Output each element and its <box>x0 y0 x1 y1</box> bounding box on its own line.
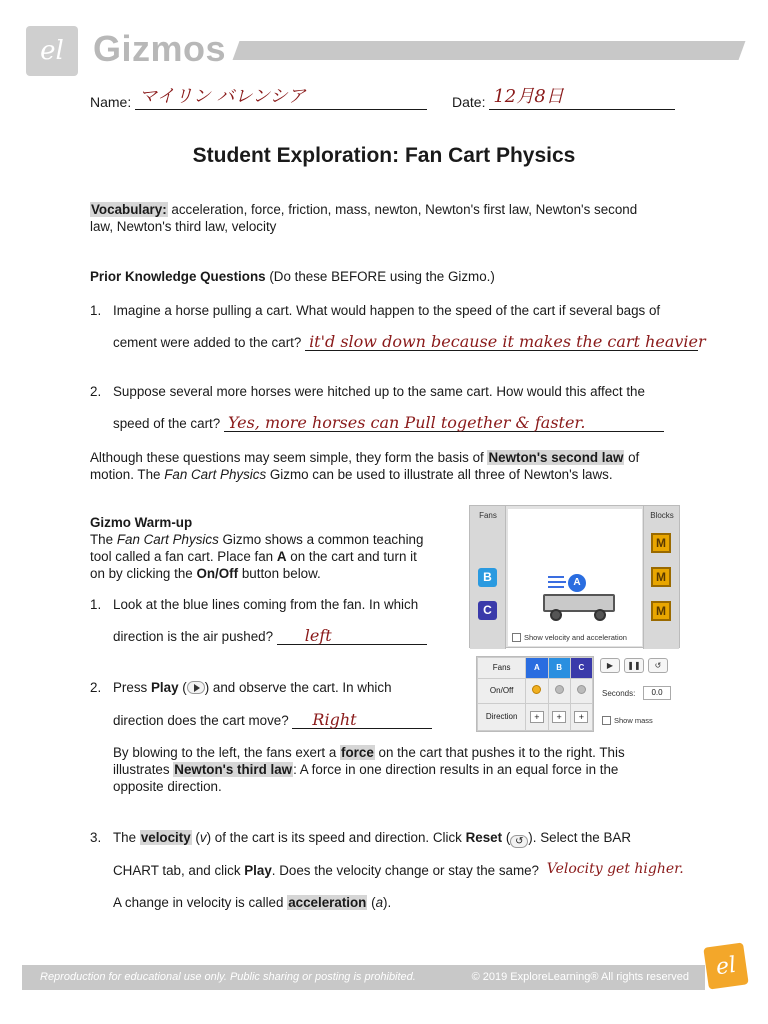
seconds-label: Seconds: <box>602 689 636 698</box>
onoff-a-button[interactable] <box>532 685 541 694</box>
summary-text: motion. The <box>90 467 161 482</box>
name-field[interactable] <box>135 86 427 110</box>
pause-button[interactable]: ❚❚ <box>624 658 644 673</box>
date-value: 12月8日 <box>493 86 564 107</box>
footer-copyright: © 2019 ExploreLearning® All rights reserved <box>471 971 689 983</box>
air-line-icon <box>548 576 564 578</box>
question-text: ). Select the BAR <box>528 830 632 845</box>
warmup-question-3-line2 <box>113 861 684 879</box>
direction-a-button[interactable]: + <box>530 711 544 723</box>
vocabulary-text: acceleration, force, friction, mass, newton, Newton's first law, Newton's second <box>171 202 638 217</box>
newtons-third-law-term: Newton's third law <box>174 762 293 777</box>
fan-control-panel <box>476 656 594 732</box>
footer-bar <box>22 965 705 990</box>
footer-logo: el <box>703 942 748 989</box>
cart-wheel-icon <box>594 609 606 621</box>
definition-text: A change in velocity is called <box>113 895 284 910</box>
gizmo-name: Fan Cart Physics <box>116 532 219 547</box>
name-label: Name: <box>90 94 132 110</box>
question-text: Press <box>113 680 148 695</box>
warmup-question-1 <box>90 596 418 613</box>
gizmo-name: Fan Cart Physics <box>164 467 267 482</box>
show-velocity-toggle[interactable] <box>512 633 627 642</box>
warmup-question-2 <box>90 679 392 696</box>
playback-panel <box>598 656 672 732</box>
gizmos-brand: Gizmos <box>93 28 227 69</box>
intro-text: on the cart and turn it <box>290 549 417 564</box>
explorelearning-logo: el <box>26 26 78 76</box>
definition-text: ( <box>371 895 376 910</box>
question-text: Suppose several more horses were hitched up to the same cart. How would this affect the <box>113 384 645 399</box>
date-row <box>452 86 675 110</box>
question-text: . Does the velocity change or stay the same? <box>271 863 540 878</box>
question-text: ) and observe the cart. In which <box>204 680 392 695</box>
onoff-b-cell <box>548 678 570 703</box>
date-field[interactable] <box>489 86 675 110</box>
question-number: 2. <box>90 680 102 695</box>
vocabulary <box>90 201 690 235</box>
blocks-panel <box>643 506 679 649</box>
name-row <box>90 86 427 110</box>
intro-text: tool called a fan cart. Place fan <box>90 549 274 564</box>
onoff-c-button[interactable] <box>577 685 586 694</box>
direction-c-cell <box>570 703 592 730</box>
intro-text: Gizmo shows a common teaching <box>222 532 424 547</box>
page-title: Student Exploration: Fan Cart Physics <box>192 144 576 167</box>
answer-handwriting: left <box>304 626 332 645</box>
question-text: CHART tab, and click <box>113 863 241 878</box>
vocabulary-label: Vocabulary: <box>91 202 167 217</box>
question-number: 2. <box>90 384 102 399</box>
warmup-question-1-line2 <box>113 628 427 645</box>
question-number: 1. <box>90 303 102 318</box>
date-label: Date: <box>452 94 486 110</box>
question-number: 1. <box>90 597 102 612</box>
explanation-text: opposite direction. <box>113 779 222 794</box>
onoff-c-cell <box>570 678 592 703</box>
show-mass-label: Show mass <box>614 716 653 725</box>
fan-a-label: A <box>276 549 287 564</box>
question-text: Look at the blue lines coming from the fan. In which <box>113 597 419 612</box>
question-text: ( <box>195 830 200 845</box>
footer-reproduction-notice: Reproduction for educational use only. Public sharing or posting is prohibited. <box>40 971 416 983</box>
force-term: force <box>341 745 374 760</box>
air-line-icon <box>548 581 566 583</box>
question-text: direction does the cart move? <box>113 713 289 728</box>
summary-text: of <box>628 450 640 465</box>
ctl-fans-header: Fans <box>478 658 526 679</box>
cart-wheel-icon <box>550 609 562 621</box>
velocity-symbol: v <box>199 830 207 845</box>
header-bar <box>233 41 746 60</box>
reset-term: Reset <box>465 830 503 845</box>
simulation-stage <box>508 509 642 646</box>
warmup-heading: Gizmo Warm-up <box>90 515 193 530</box>
show-velocity-label: Show velocity and acceleration <box>524 633 627 642</box>
fan-cart-simulation <box>469 505 680 648</box>
ctl-fan-c-header: C <box>570 658 592 679</box>
prior-question-2 <box>90 383 645 400</box>
direction-b-button[interactable]: + <box>552 711 566 723</box>
explanation-text: illustrates <box>113 762 170 777</box>
question-number: 3. <box>90 830 102 845</box>
fans-panel-label: Fans <box>479 511 497 520</box>
answer-field[interactable] <box>292 712 432 729</box>
answer-field[interactable] <box>277 628 427 645</box>
explanation-text: : A force in one direction results in an equal force in the <box>293 762 619 777</box>
vocabulary-text-2: law, Newton's third law, velocity <box>90 219 277 234</box>
play-term: Play <box>244 863 272 878</box>
acceleration-symbol: a <box>375 895 384 910</box>
question-text: cement were added to the cart? <box>113 335 302 350</box>
prior-question-2-line2 <box>113 415 664 432</box>
warmup-question-2-line2 <box>113 712 432 729</box>
velocity-term: velocity <box>140 830 191 845</box>
mass-block[interactable]: M <box>651 567 671 587</box>
cart-fan-a[interactable]: A <box>568 574 586 592</box>
name-value: マイリン バレンシア <box>139 86 306 107</box>
newtons-second-law-term: Newton's second law <box>488 450 624 465</box>
answer-handwriting: Yes, more horses can Pull together & faster. <box>227 413 586 432</box>
answer-handwriting: Right <box>312 710 357 729</box>
prior-question-1 <box>90 302 660 319</box>
prior-heading-note: (Do these BEFORE using the Gizmo.) <box>269 269 495 284</box>
seconds-readout: 0.0 <box>643 686 671 700</box>
definition-text: ). <box>383 895 392 910</box>
answer-handwriting: it'd slow down because it makes the cart heavier <box>309 332 706 351</box>
answer-field[interactable] <box>543 861 684 879</box>
checkbox-icon[interactable] <box>512 633 521 642</box>
play-icon <box>187 681 205 694</box>
direction-b-cell <box>548 703 570 730</box>
summary-text: Although these questions may seem simple, they form the basis of <box>90 450 484 465</box>
onoff-label: On/Off <box>196 566 239 581</box>
direction-c-button[interactable]: + <box>574 711 588 723</box>
intro-text: The <box>90 532 114 547</box>
answer-field[interactable] <box>305 332 706 351</box>
prior-heading-title: Prior Knowledge Questions <box>90 269 266 284</box>
summary-text: Gizmo can be used to illustrate all three of Newton's laws. <box>269 467 613 482</box>
fan-c-button[interactable]: C <box>478 601 497 620</box>
question-text: Imagine a horse pulling a cart. What would happen to the speed of the cart if several bags of <box>113 303 661 318</box>
acceleration-definition <box>113 894 391 911</box>
warmup-intro <box>90 514 440 582</box>
explanation-text: By blowing to the left, the fans exert a <box>113 745 337 760</box>
ctl-direction-label: Direction <box>478 703 526 730</box>
ctl-fan-b-header: B <box>548 658 570 679</box>
ctl-fan-a-header: A <box>526 658 548 679</box>
question-text: speed of the cart? <box>113 416 221 431</box>
prior-summary <box>90 449 690 483</box>
answer-field[interactable] <box>224 415 664 432</box>
checkbox-icon[interactable] <box>602 716 611 725</box>
reset-icon: ↺ <box>510 835 528 848</box>
mass-block[interactable]: M <box>651 533 671 553</box>
direction-a-cell <box>526 703 548 730</box>
question-text: direction is the air pushed? <box>113 629 274 644</box>
fans-panel <box>470 506 506 649</box>
warmup-question-3 <box>90 829 631 848</box>
onoff-a-cell <box>526 678 548 703</box>
intro-text: button below. <box>241 566 321 581</box>
intro-text: on by clicking the <box>90 566 193 581</box>
reset-button[interactable]: ↺ <box>648 658 668 673</box>
air-line-icon <box>548 586 564 588</box>
question-text: ) of the cart is its speed and direction. Click <box>206 830 462 845</box>
prior-question-1-line2 <box>113 332 706 351</box>
ctl-onoff-label: On/Off <box>478 678 526 703</box>
prior-heading <box>90 268 495 285</box>
answer-handwriting: Velocity get higher. <box>546 861 684 877</box>
blocks-panel-label: Blocks <box>650 511 674 520</box>
question-text: ( <box>505 830 511 845</box>
question-text: The <box>113 830 137 845</box>
question-text: ( <box>182 680 187 695</box>
fan-b-button[interactable]: B <box>478 568 497 587</box>
play-button[interactable]: ▶ <box>600 658 620 673</box>
mass-block[interactable]: M <box>651 601 671 621</box>
show-mass-toggle[interactable] <box>602 716 653 725</box>
onoff-b-button[interactable] <box>555 685 564 694</box>
play-term: Play <box>150 680 179 695</box>
force-explanation <box>113 744 673 795</box>
explanation-text: on the cart that pushes it to the right. This <box>378 745 625 760</box>
acceleration-term: acceleration <box>288 895 367 910</box>
